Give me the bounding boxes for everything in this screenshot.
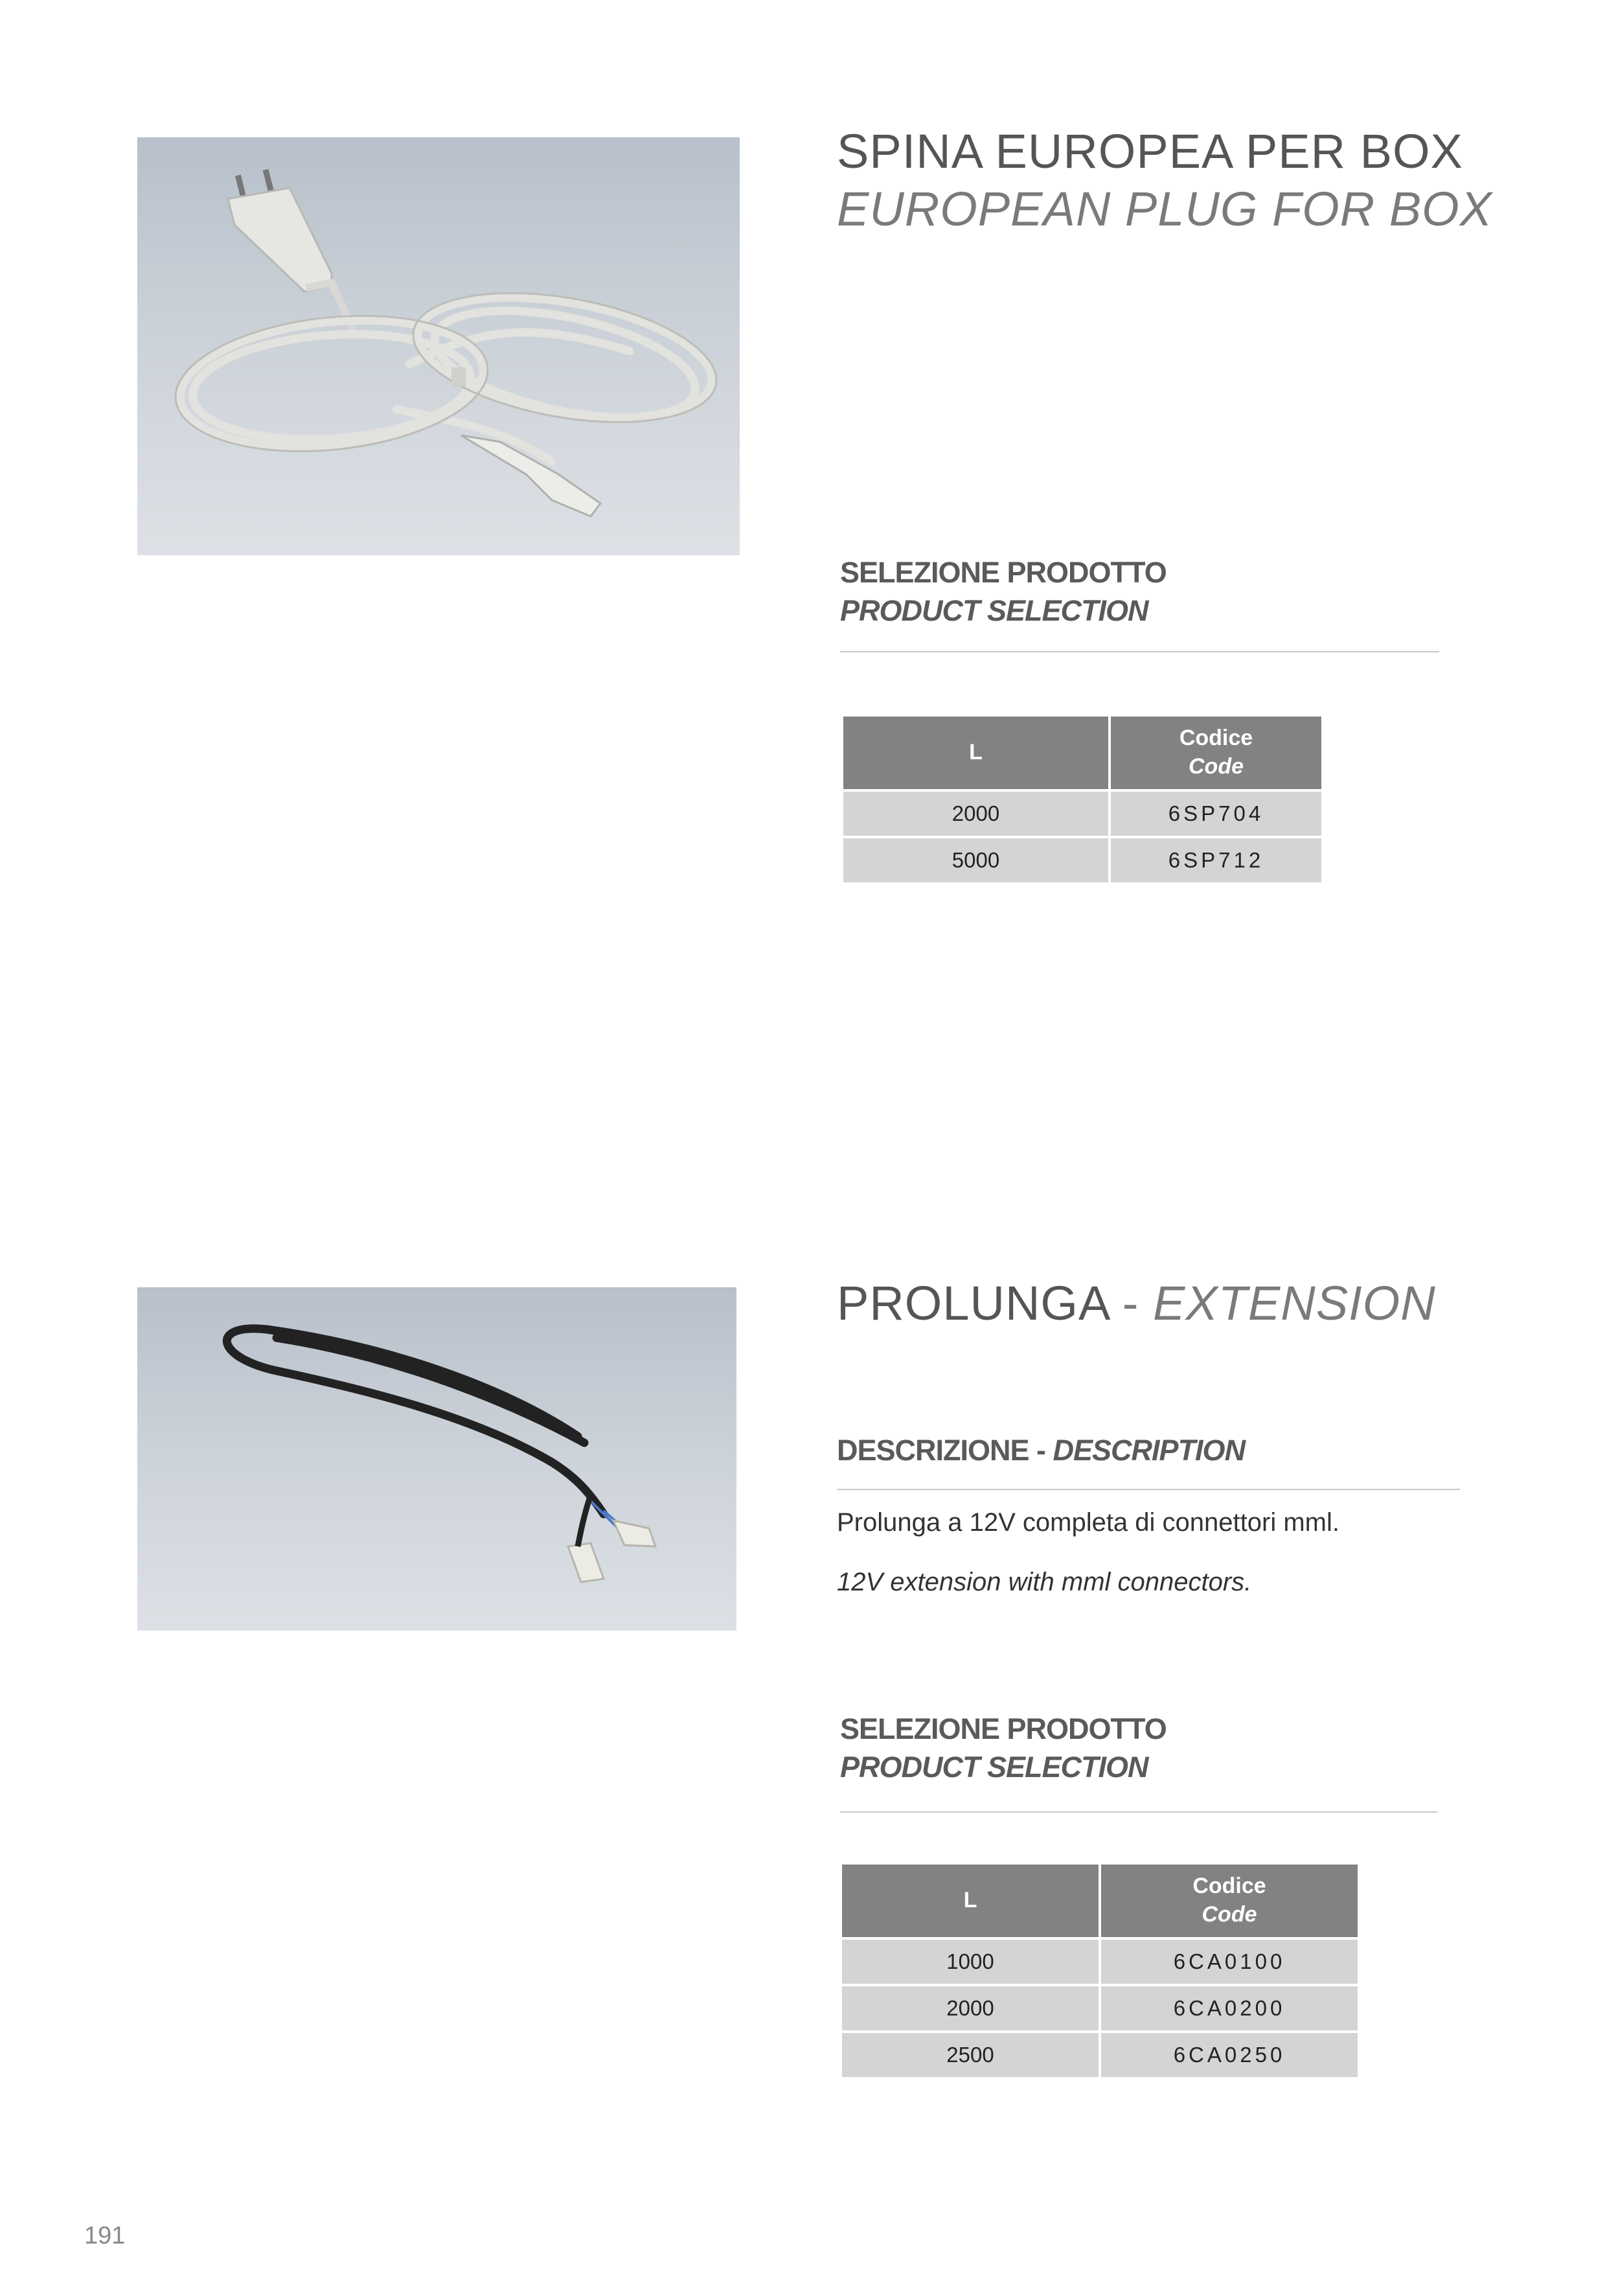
product-selection-table [841, 714, 1324, 885]
product-title-italian: PROLUNGA [837, 1276, 1109, 1330]
section-divider [840, 1811, 1437, 1813]
code-cell: 6CA0250 [1101, 2033, 1358, 2077]
product-title-italian: SPINA EUROPEA PER BOX [837, 124, 1463, 178]
code-cell: 6SP712 [1111, 838, 1321, 882]
title-separator: - [1108, 1276, 1153, 1330]
column-header-code-italian: Codice [1179, 726, 1253, 751]
length-cell: 2000 [843, 792, 1108, 836]
code-cell: 6CA0100 [1101, 1940, 1358, 1984]
product-title [837, 1275, 1436, 1333]
description-text-italian: Prolunga a 12V completa di connettori mml. [837, 1508, 1339, 1537]
product-title-english: EUROPEAN PLUG FOR BOX [837, 181, 1492, 236]
table-row [842, 1940, 1358, 1984]
selection-heading-italian: SELEZIONE PRODOTTO [840, 1712, 1167, 1745]
section-divider [837, 1489, 1460, 1490]
column-header-length: L [843, 717, 1108, 789]
table-row [843, 838, 1321, 882]
selection-heading-english: PRODUCT SELECTION [840, 593, 1148, 627]
page-number: 191 [84, 2222, 126, 2249]
table-row [843, 792, 1321, 836]
table-row [842, 1986, 1358, 2030]
column-header-code-english: Code [1189, 754, 1244, 779]
description-heading [837, 1432, 1245, 1470]
length-cell: 2000 [842, 1986, 1099, 2030]
description-text-english: 12V extension with mml connectors. [837, 1568, 1252, 1596]
length-cell: 2500 [842, 2033, 1099, 2077]
table-row [842, 2033, 1358, 2077]
section-divider [840, 651, 1439, 652]
column-header-code-english: Code [1202, 1902, 1257, 1927]
column-header-code-italian: Codice [1192, 1874, 1266, 1899]
product-title-english: EXTENSION [1153, 1276, 1436, 1330]
plug-cable-illustration [137, 137, 740, 555]
code-cell: 6SP704 [1111, 792, 1321, 836]
column-header-code [1111, 717, 1321, 789]
product-selection-heading [840, 554, 1167, 630]
product-title [837, 123, 1492, 238]
selection-heading-italian: SELEZIONE PRODOTTO [840, 556, 1167, 589]
length-cell: 5000 [843, 838, 1108, 882]
extension-cable-illustration [137, 1287, 736, 1631]
description-heading-italian: DESCRIZIONE - [837, 1434, 1053, 1467]
product-photo-extension [137, 1287, 736, 1631]
length-cell: 1000 [842, 1940, 1099, 1984]
product-photo-european-plug [137, 137, 740, 555]
description-heading-english: DESCRIPTION [1053, 1434, 1246, 1467]
product-selection-table [839, 1862, 1360, 2080]
column-header-length: L [842, 1865, 1099, 1937]
column-header-code [1101, 1865, 1358, 1937]
code-cell: 6CA0200 [1101, 1986, 1358, 2030]
product-selection-heading [840, 1710, 1167, 1786]
selection-heading-english: PRODUCT SELECTION [840, 1750, 1148, 1784]
